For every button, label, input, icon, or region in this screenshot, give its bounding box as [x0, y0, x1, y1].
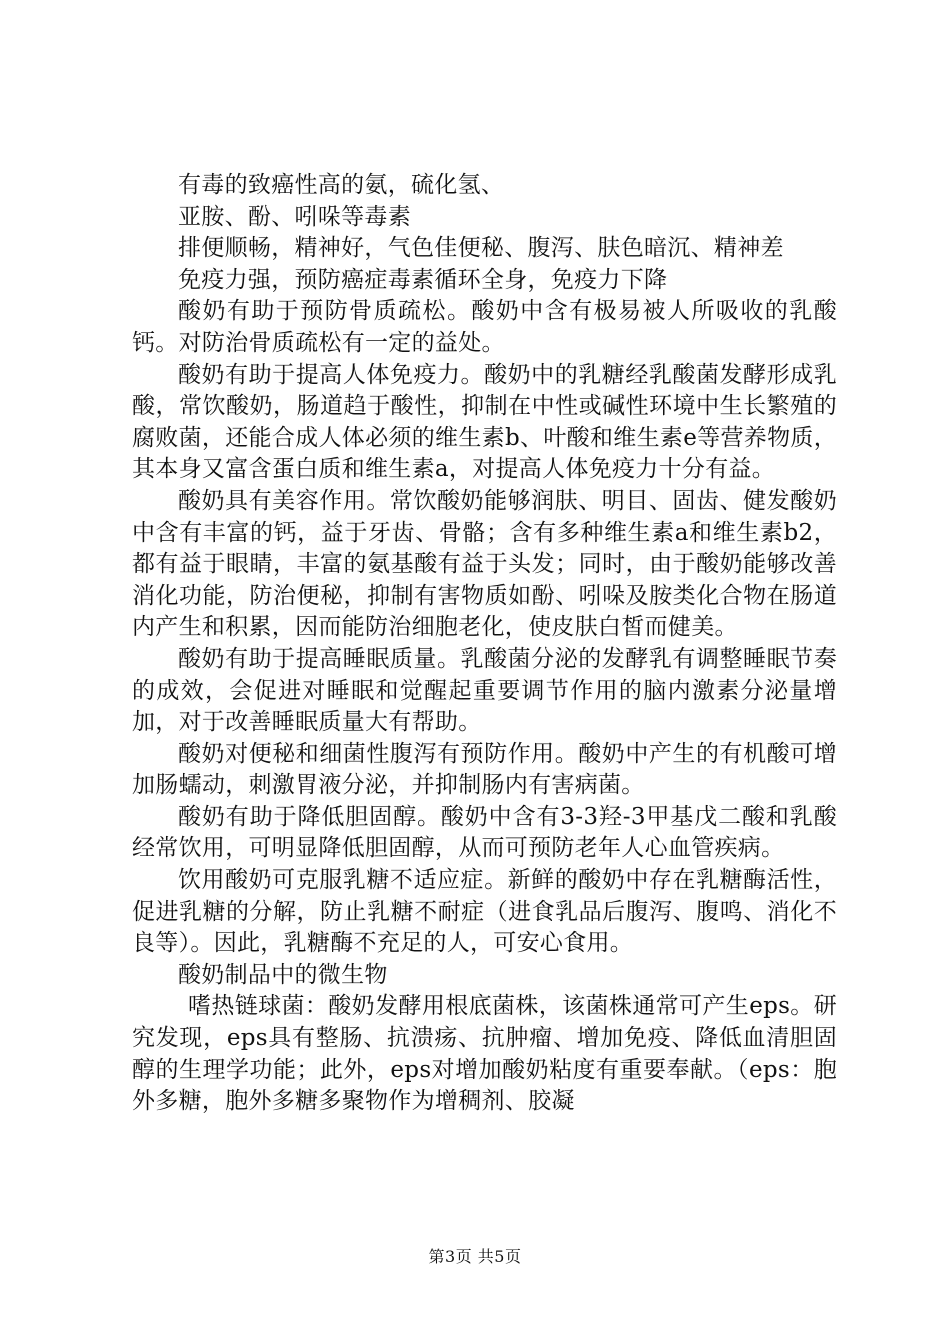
paragraph-osteoporosis: 酸奶有助于预防骨质疏松。酸奶中含有极易被人所吸收的乳酸钙。对防治骨质疏松有一定的益处。 — [132, 298, 837, 356]
paragraph-toxins-line-2: 亚胺、酚、吲哚等毒素 — [178, 203, 411, 230]
paragraph-cholesterol: 酸奶有助于降低胆固醇。酸奶中含有3-3羟-3甲基戊二酸和乳酸经常饮用，可明显降低胆固醇，从而可预防老年人心血管疾病。 — [132, 803, 837, 862]
paragraph-sleep: 酸奶有助于提高睡眠质量。乳酸菌分泌的发酵乳有调整睡眠节奏的成效，会促进对睡眠和觉醒起重要调节作用的脑内激素分泌量增加，对于改善睡眠质量大有帮助。 — [132, 645, 837, 736]
page-number-footer: 第3页 共5页 — [428, 1247, 522, 1266]
paragraph-constipation: 酸奶对便秘和细菌性腹泻有预防作用。酸奶中产生的有机酸可增加肠蠕动，刺激胃液分泌，并抑制肠内有害病菌。 — [132, 740, 837, 799]
document-body — [132, 170, 837, 1118]
paragraph-beauty: 酸奶具有美容作用。常饮酸奶能够润肤、明目、固齿、健发酸奶中含有丰富的钙，益于牙齿、骨骼；含有多种维生素a和维生素b2，都有益于眼睛，丰富的氨基酸有益于头发；同时，由于酸奶能够改善消化功能，防治便秘，抑制有害物质如酚、吲哚及胺类化合物在肠道内产生和积累，因而能防治细胞老化，使皮肤白皙而健美。 — [132, 487, 837, 641]
section-heading-microorganisms: 酸奶制品中的微生物 — [178, 961, 388, 988]
paragraph-lactose: 饮用酸奶可克服乳糖不适应症。新鲜的酸奶中存在乳糖酶活性，促进乳糖的分解，防止乳糖不耐症（进食乳品后腹泻、腹鸣、消化不良等）。因此，乳糖酶不充足的人，可安心食用。 — [132, 867, 837, 957]
paragraph-comparison-line-1: 排便顺畅，精神好，气色佳便秘、腹泻、肤色暗沉、精神差 — [178, 235, 784, 262]
paragraph-comparison-line-2: 免疫力强，预防癌症毒素循环全身，免疫力下降 — [178, 266, 668, 293]
paragraph-toxins-line-1: 有毒的致癌性高的氨，硫化氢、 — [178, 172, 505, 198]
paragraph-immunity: 酸奶有助于提高人体免疫力。酸奶中的乳糖经乳酸菌发酵形成乳酸，常饮酸奶，肠道趋于酸性，抑制在中性或碱性环境中生长繁殖的腐败菌，还能合成人体必须的维生素b、叶酸和维生素e等营养物质，其本身又富含蛋白质和维生素a，对提高人体免疫力十分有益。 — [132, 361, 837, 483]
paragraph-streptococcus: 嗜热链球菌：酸奶发酵用根底菌株，该菌株通常可产生eps。研究发现，eps具有整肠、抗溃疡、抗肿瘤、增加免疫、降低血清胆固醇的生理学功能；此外，eps对增加酸奶粘度有重要奉献。（eps：胞外多糖，胞外多糖多聚物作为增稠剂、胶凝 — [132, 993, 837, 1115]
